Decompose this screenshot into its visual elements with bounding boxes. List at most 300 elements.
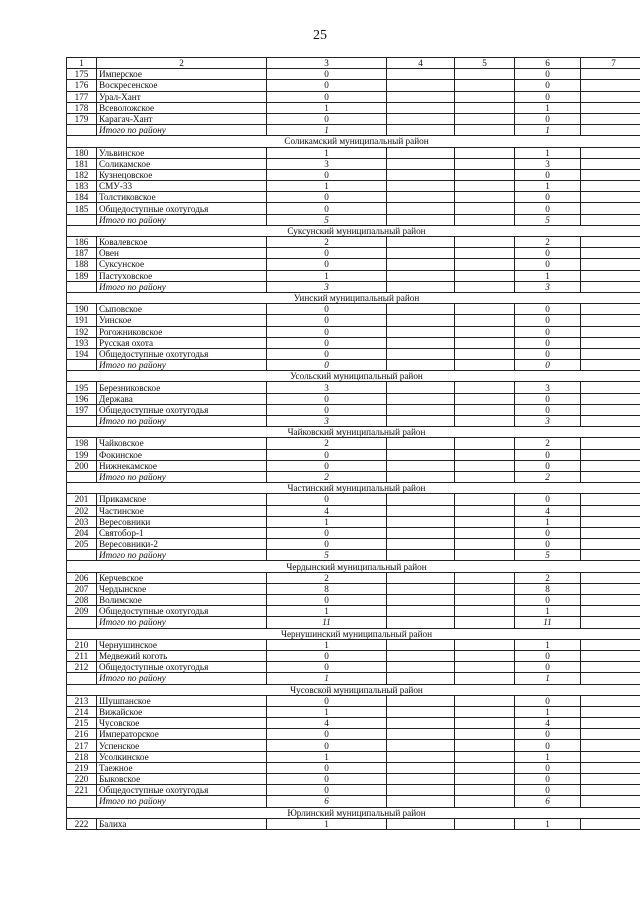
row-number: 207 <box>67 583 97 594</box>
row-name: Шушпанское <box>97 695 267 706</box>
row-name: Чайковское <box>97 438 267 449</box>
row-name: Частинское <box>97 505 267 516</box>
col7-value <box>581 181 640 192</box>
col3-value: 1 <box>267 270 387 281</box>
table-row <box>67 393 640 404</box>
col6-value: 0 <box>515 740 581 751</box>
col4-value <box>387 550 455 561</box>
row-number: 191 <box>67 315 97 326</box>
col4-value <box>387 125 455 136</box>
col6-value: 1 <box>515 516 581 527</box>
col6-value: 1 <box>515 147 581 158</box>
col3-value: 5 <box>267 214 387 225</box>
row-name: Общедоступные охотугодья <box>97 785 267 796</box>
table-row <box>67 706 640 717</box>
row-name: Суксунское <box>97 259 267 270</box>
col4-value <box>387 762 455 773</box>
col3-value: 3 <box>267 281 387 292</box>
row-name: Вересовники <box>97 516 267 527</box>
col3-value: 0 <box>267 337 387 348</box>
col5-value <box>455 404 515 415</box>
col7-value <box>581 393 640 404</box>
col5-value <box>455 662 515 673</box>
district-section-row <box>67 371 640 382</box>
col5-value <box>455 539 515 550</box>
table-header-row <box>67 58 640 69</box>
col7-value <box>581 762 640 773</box>
col7-value <box>581 796 640 807</box>
row-name: Медвежий коготь <box>97 650 267 661</box>
col4-value <box>387 281 455 292</box>
row-name: Быковское <box>97 774 267 785</box>
table-row <box>67 91 640 102</box>
row-name: Пастуховское <box>97 270 267 281</box>
header-cell: 4 <box>387 58 455 69</box>
table-row <box>67 270 640 281</box>
col3-value: 0 <box>267 449 387 460</box>
district-title: Соликамский муниципальный район <box>67 136 640 147</box>
col5-value <box>455 214 515 225</box>
col6-value: 0 <box>515 348 581 359</box>
col5-value <box>455 650 515 661</box>
col3-value: 0 <box>267 527 387 538</box>
row-name: Итого по району <box>97 471 267 482</box>
col3-value: 0 <box>267 695 387 706</box>
col7-value <box>581 360 640 371</box>
row-number: 204 <box>67 527 97 538</box>
col7-value <box>581 281 640 292</box>
row-number: 212 <box>67 662 97 673</box>
table-row <box>67 729 640 740</box>
row-name: Сыповское <box>97 304 267 315</box>
row-name: Общедоступные охотугодья <box>97 404 267 415</box>
col7-value <box>581 158 640 169</box>
col5-value <box>455 125 515 136</box>
col5-value <box>455 762 515 773</box>
row-name: Фокинское <box>97 449 267 460</box>
col4-value <box>387 348 455 359</box>
col3-value: 2 <box>267 438 387 449</box>
table-row <box>67 259 640 270</box>
col5-value <box>455 595 515 606</box>
table-row <box>67 102 640 113</box>
col7-value <box>581 662 640 673</box>
col5-value <box>455 360 515 371</box>
row-number <box>67 214 97 225</box>
col5-value <box>455 606 515 617</box>
col5-value <box>455 181 515 192</box>
row-number: 197 <box>67 404 97 415</box>
col7-value <box>581 606 640 617</box>
table-row <box>67 348 640 359</box>
col3-value: 0 <box>267 494 387 505</box>
col6-value: 0 <box>515 393 581 404</box>
col4-value <box>387 650 455 661</box>
col3-value: 2 <box>267 471 387 482</box>
col6-value: 0 <box>515 69 581 80</box>
row-name: Всеволожское <box>97 102 267 113</box>
col7-value <box>581 706 640 717</box>
col3-value: 0 <box>267 729 387 740</box>
row-name: Таежное <box>97 762 267 773</box>
col6-value: 6 <box>515 796 581 807</box>
table-row <box>67 404 640 415</box>
row-number: 181 <box>67 158 97 169</box>
row-name: Прикамское <box>97 494 267 505</box>
row-name: Толстиковское <box>97 192 267 203</box>
row-name: Чердынское <box>97 583 267 594</box>
col7-value <box>581 382 640 393</box>
col4-value <box>387 785 455 796</box>
row-name: Нижнекамское <box>97 460 267 471</box>
table-row <box>67 438 640 449</box>
table-row <box>67 203 640 214</box>
col6-value: 0 <box>515 203 581 214</box>
col7-value <box>581 673 640 684</box>
col4-value <box>387 404 455 415</box>
col6-value: 5 <box>515 550 581 561</box>
col5-value <box>455 460 515 471</box>
col3-value: 3 <box>267 382 387 393</box>
col5-value <box>455 192 515 203</box>
district-title: Чердынский муниципальный район <box>67 561 640 572</box>
col6-value: 1 <box>515 606 581 617</box>
row-name: Общедоступные охотугодья <box>97 203 267 214</box>
district-section-row <box>67 292 640 303</box>
col5-value <box>455 416 515 427</box>
district-total-row <box>67 125 640 136</box>
col5-value <box>455 774 515 785</box>
col5-value <box>455 80 515 91</box>
col3-value: 0 <box>267 304 387 315</box>
col5-value <box>455 281 515 292</box>
row-number: 201 <box>67 494 97 505</box>
col5-value <box>455 102 515 113</box>
col4-value <box>387 606 455 617</box>
col3-value: 4 <box>267 718 387 729</box>
col5-value <box>455 494 515 505</box>
col3-value: 0 <box>267 393 387 404</box>
table-row <box>67 460 640 471</box>
col5-value <box>455 158 515 169</box>
col6-value: 1 <box>515 751 581 762</box>
col3-value: 1 <box>267 147 387 158</box>
row-number: 200 <box>67 460 97 471</box>
col7-value <box>581 438 640 449</box>
row-number: 188 <box>67 259 97 270</box>
col7-value <box>581 785 640 796</box>
col5-value <box>455 673 515 684</box>
col5-value <box>455 505 515 516</box>
row-number: 185 <box>67 203 97 214</box>
col6-value: 0 <box>515 315 581 326</box>
col5-value <box>455 348 515 359</box>
row-number: 176 <box>67 80 97 91</box>
col6-value: 1 <box>515 125 581 136</box>
row-number <box>67 673 97 684</box>
col7-value <box>581 774 640 785</box>
col7-value <box>581 695 640 706</box>
header-cell: 2 <box>97 58 267 69</box>
header-cell: 6 <box>515 58 581 69</box>
col7-value <box>581 505 640 516</box>
col4-value <box>387 471 455 482</box>
row-name: Овен <box>97 248 267 259</box>
row-name: Балиха <box>97 818 267 829</box>
district-total-row <box>67 214 640 225</box>
col6-value: 0 <box>515 494 581 505</box>
col7-value <box>581 572 640 583</box>
table-row <box>67 158 640 169</box>
col5-value <box>455 729 515 740</box>
col7-value <box>581 91 640 102</box>
col3-value: 2 <box>267 237 387 248</box>
col4-value <box>387 248 455 259</box>
district-section-row <box>67 684 640 695</box>
row-number: 180 <box>67 147 97 158</box>
table-row <box>67 639 640 650</box>
col7-value <box>581 147 640 158</box>
table-row <box>67 505 640 516</box>
row-name: Общедоступные охотугодья <box>97 662 267 673</box>
col7-value <box>581 639 640 650</box>
district-total-row <box>67 796 640 807</box>
col6-value: 0 <box>515 248 581 259</box>
row-name: Итого по району <box>97 617 267 628</box>
col6-value: 0 <box>515 595 581 606</box>
col3-value: 0 <box>267 460 387 471</box>
table-row <box>67 80 640 91</box>
col3-value: 0 <box>267 650 387 661</box>
col3-value: 1 <box>267 706 387 717</box>
col7-value <box>581 237 640 248</box>
row-name: Держава <box>97 393 267 404</box>
col4-value <box>387 337 455 348</box>
row-name: Чусовское <box>97 718 267 729</box>
row-number: 217 <box>67 740 97 751</box>
col3-value: 5 <box>267 550 387 561</box>
col7-value <box>581 214 640 225</box>
col6-value: 1 <box>515 270 581 281</box>
row-number: 198 <box>67 438 97 449</box>
col6-value: 4 <box>515 718 581 729</box>
district-total-row <box>67 281 640 292</box>
table-row <box>67 337 640 348</box>
col6-value: 0 <box>515 404 581 415</box>
col5-value <box>455 326 515 337</box>
row-number: 177 <box>67 91 97 102</box>
col7-value <box>581 113 640 124</box>
district-title: Частинский муниципальный район <box>67 483 640 494</box>
col7-value <box>581 326 640 337</box>
col6-value: 0 <box>515 80 581 91</box>
district-section-row <box>67 136 640 147</box>
col6-value: 0 <box>515 304 581 315</box>
col6-value: 0 <box>515 337 581 348</box>
table-row <box>67 718 640 729</box>
col7-value <box>581 494 640 505</box>
col6-value: 0 <box>515 539 581 550</box>
col6-value: 4 <box>515 505 581 516</box>
row-name: Итого по району <box>97 550 267 561</box>
col7-value <box>581 169 640 180</box>
col7-value <box>581 471 640 482</box>
col4-value <box>387 113 455 124</box>
row-number <box>67 360 97 371</box>
table-row <box>67 192 640 203</box>
col4-value <box>387 673 455 684</box>
col3-value: 3 <box>267 158 387 169</box>
row-number: 216 <box>67 729 97 740</box>
col6-value: 1 <box>515 639 581 650</box>
row-name: Итого по району <box>97 673 267 684</box>
col3-value: 1 <box>267 181 387 192</box>
col7-value <box>581 595 640 606</box>
row-number: 215 <box>67 718 97 729</box>
col4-value <box>387 270 455 281</box>
district-total-row <box>67 673 640 684</box>
col5-value <box>455 516 515 527</box>
col7-value <box>581 404 640 415</box>
row-number: 210 <box>67 639 97 650</box>
col3-value: 1 <box>267 125 387 136</box>
col4-value <box>387 203 455 214</box>
row-name: Волимское <box>97 595 267 606</box>
table-row <box>67 650 640 661</box>
col3-value: 0 <box>267 326 387 337</box>
col4-value <box>387 192 455 203</box>
col5-value <box>455 550 515 561</box>
col3-value: 0 <box>267 404 387 415</box>
row-name: СМУ-33 <box>97 181 267 192</box>
district-total-row <box>67 617 640 628</box>
col7-value <box>581 125 640 136</box>
col4-value <box>387 729 455 740</box>
row-name: Карагач-Хант <box>97 113 267 124</box>
row-name: Ульвинское <box>97 147 267 158</box>
col6-value: 11 <box>515 617 581 628</box>
col4-value <box>387 259 455 270</box>
col6-value: 0 <box>515 662 581 673</box>
district-title: Юрлинский муниципальный район <box>67 807 640 818</box>
header-cell: 5 <box>455 58 515 69</box>
col3-value: 2 <box>267 572 387 583</box>
row-number: 203 <box>67 516 97 527</box>
col4-value <box>387 91 455 102</box>
col4-value <box>387 706 455 717</box>
table-row <box>67 740 640 751</box>
col4-value <box>387 539 455 550</box>
col7-value <box>581 80 640 91</box>
col7-value <box>581 69 640 80</box>
district-section-row <box>67 628 640 639</box>
col6-value: 2 <box>515 237 581 248</box>
col5-value <box>455 259 515 270</box>
table-row <box>67 527 640 538</box>
row-number: 175 <box>67 69 97 80</box>
col4-value <box>387 583 455 594</box>
col3-value: 0 <box>267 360 387 371</box>
col7-value <box>581 449 640 460</box>
table-row <box>67 113 640 124</box>
col4-value <box>387 169 455 180</box>
col7-value <box>581 527 640 538</box>
col6-value: 0 <box>515 460 581 471</box>
table-row <box>67 248 640 259</box>
col4-value <box>387 214 455 225</box>
col3-value: 0 <box>267 192 387 203</box>
col7-value <box>581 650 640 661</box>
col3-value: 0 <box>267 539 387 550</box>
col5-value <box>455 382 515 393</box>
col6-value: 0 <box>515 259 581 270</box>
col6-value: 1 <box>515 102 581 113</box>
row-name: Итого по району <box>97 360 267 371</box>
row-number: 192 <box>67 326 97 337</box>
row-name: Итого по району <box>97 125 267 136</box>
col5-value <box>455 393 515 404</box>
col7-value <box>581 270 640 281</box>
row-number <box>67 281 97 292</box>
col5-value <box>455 527 515 538</box>
row-number <box>67 125 97 136</box>
col3-value: 0 <box>267 595 387 606</box>
row-number: 221 <box>67 785 97 796</box>
row-number: 214 <box>67 706 97 717</box>
col6-value: 3 <box>515 281 581 292</box>
col6-value: 0 <box>515 785 581 796</box>
col7-value <box>581 617 640 628</box>
col4-value <box>387 80 455 91</box>
col7-value <box>581 718 640 729</box>
col5-value <box>455 706 515 717</box>
header-cell: 7 <box>581 58 640 69</box>
row-name: Итого по району <box>97 214 267 225</box>
col5-value <box>455 796 515 807</box>
col4-value <box>387 617 455 628</box>
col3-value: 0 <box>267 662 387 673</box>
row-number <box>67 796 97 807</box>
col4-value <box>387 102 455 113</box>
row-number: 184 <box>67 192 97 203</box>
header-cell: 1 <box>67 58 97 69</box>
col7-value <box>581 583 640 594</box>
row-number: 193 <box>67 337 97 348</box>
col6-value: 0 <box>515 326 581 337</box>
col3-value: 0 <box>267 762 387 773</box>
row-name: Соликамское <box>97 158 267 169</box>
col6-value: 3 <box>515 416 581 427</box>
table-row <box>67 181 640 192</box>
col4-value <box>387 494 455 505</box>
col7-value <box>581 102 640 113</box>
col3-value: 1 <box>267 606 387 617</box>
col6-value: 0 <box>515 360 581 371</box>
col7-value <box>581 516 640 527</box>
row-name: Успенское <box>97 740 267 751</box>
row-name: Ковалевское <box>97 237 267 248</box>
col5-value <box>455 248 515 259</box>
row-name: Березниковское <box>97 382 267 393</box>
col6-value: 0 <box>515 527 581 538</box>
row-number: 206 <box>67 572 97 583</box>
row-number: 213 <box>67 695 97 706</box>
col6-value: 0 <box>515 449 581 460</box>
col7-value <box>581 337 640 348</box>
col3-value: 8 <box>267 583 387 594</box>
row-name: Итого по району <box>97 281 267 292</box>
col7-value <box>581 203 640 214</box>
